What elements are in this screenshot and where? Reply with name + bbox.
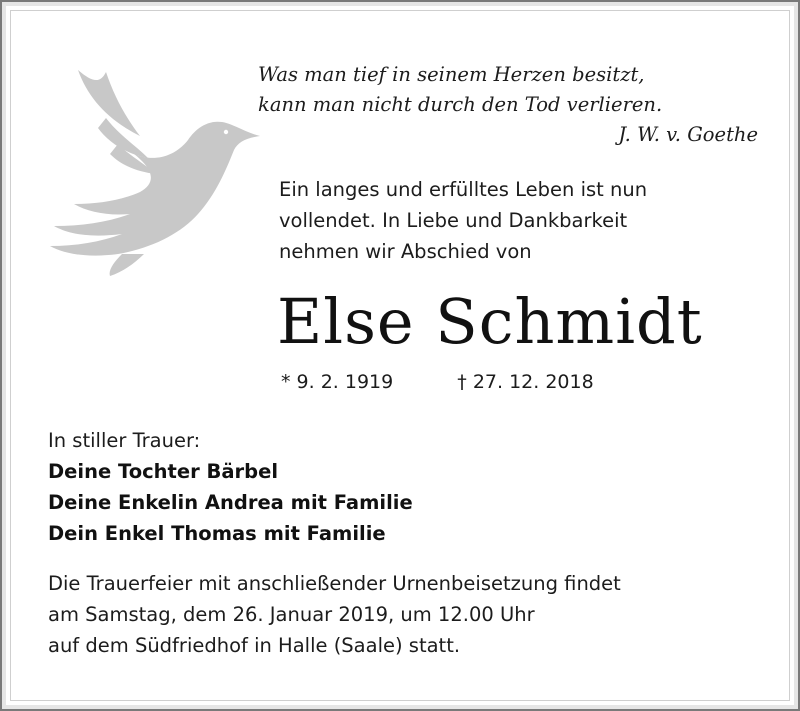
quote-author: J. W. v. Goethe: [618, 123, 758, 146]
funeral-line: Die Trauerfeier mit anschließender Urnenbeisetzung findet: [48, 572, 621, 595]
birth-date: * 9. 2. 1919: [281, 371, 394, 393]
mourner-name: Dein Enkel Thomas mit Familie: [48, 522, 386, 545]
intro-line: vollendet. In Liebe und Dankbarkeit: [279, 209, 628, 232]
mourners-heading: In stiller Trauer:: [48, 429, 201, 452]
intro-text: [279, 174, 647, 267]
funeral-line: auf dem Südfriedhof in Halle (Saale) statt.: [48, 634, 461, 657]
mourner-name: Deine Enkelin Andrea mit Familie: [48, 491, 413, 514]
intro-line: nehmen wir Abschied von: [279, 240, 532, 263]
dove-icon: [48, 58, 264, 278]
mourner-name: Deine Tochter Bärbel: [48, 460, 279, 483]
deceased-name: Else Schmidt: [277, 285, 703, 358]
death-date: † 27. 12. 2018: [457, 371, 594, 393]
intro-line: Ein langes und erfülltes Leben ist nun: [279, 178, 648, 201]
funeral-details: [48, 568, 621, 661]
funeral-line: am Samstag, dem 26. Januar 2019, um 12.00 Uhr: [48, 603, 535, 626]
life-dates: [281, 368, 594, 396]
mourners-list: [48, 425, 413, 549]
quote-line: kann man nicht durch den Tod verlieren.: [258, 93, 663, 116]
goethe-quote: [258, 60, 758, 150]
quote-line: Was man tief in seinem Herzen besitzt,: [258, 63, 645, 86]
